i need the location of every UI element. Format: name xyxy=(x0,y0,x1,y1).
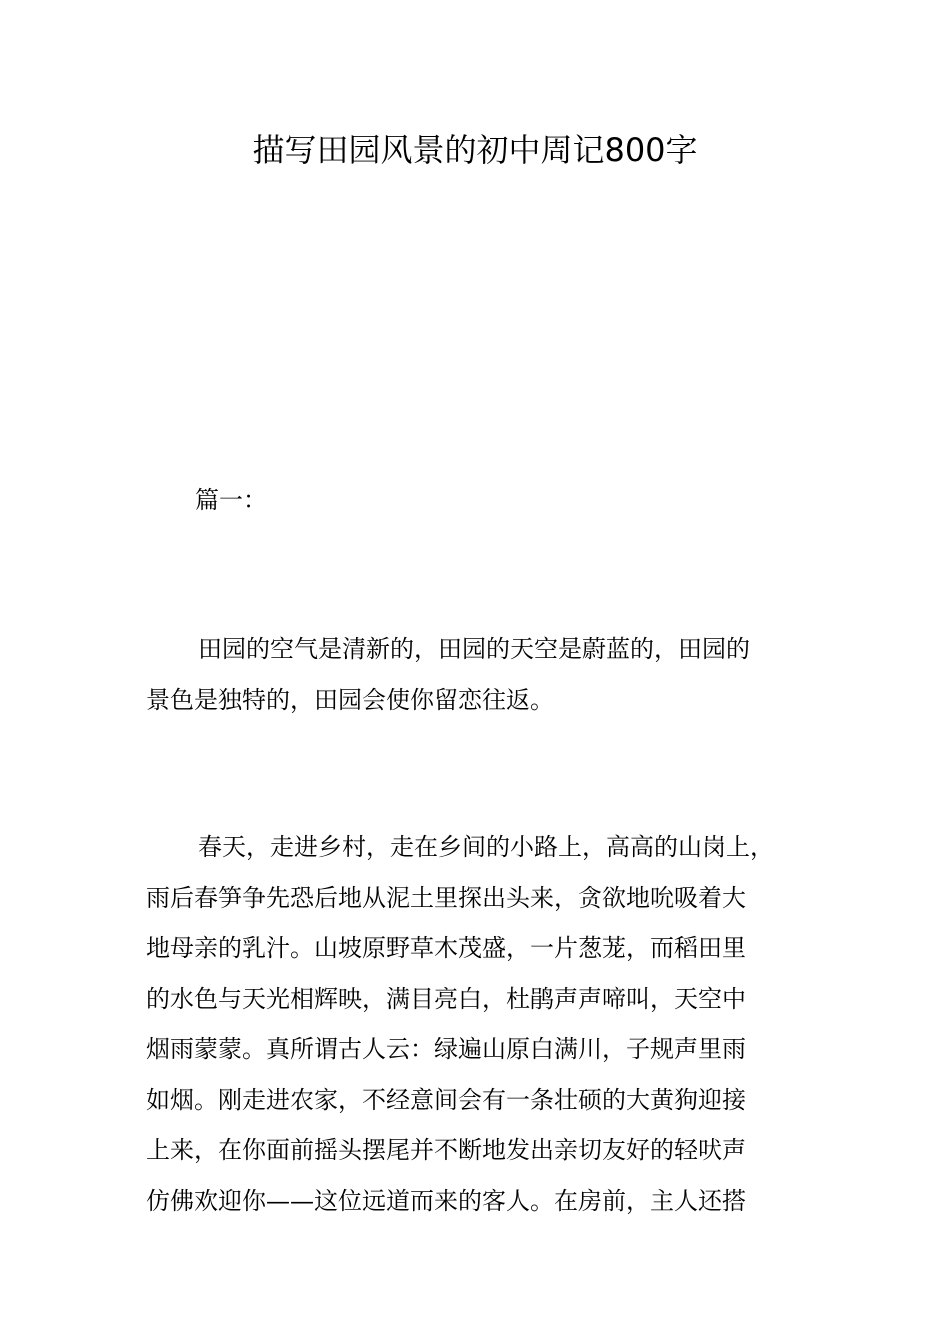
paragraph xyxy=(146,822,806,1226)
paragraph-line: 如烟。刚走进农家，不经意间会有一条壮硕的大黄狗迎接 xyxy=(146,1085,746,1114)
paragraph-line: 上来，在你面前摇头摆尾并不断地发出亲切友好的轻吠声 xyxy=(146,1136,746,1164)
document-title: 描写田园风景的初中周记800字 xyxy=(252,131,698,169)
paragraph-line: 仿佛欢迎你——这位远道而来的客人。在房前，主人还搭 xyxy=(146,1186,746,1215)
section-heading: 篇一： xyxy=(195,486,267,514)
paragraph-line: 春天，走进乡村，走在乡间的小路上，高高的山岗上， xyxy=(198,833,774,861)
paragraph-line: 地母亲的乳汁。山坡原野草木茂盛，一片葱茏，而稻田里 xyxy=(146,934,746,962)
paragraph-line: 景色是独特的，田园会使你留恋往返。 xyxy=(146,685,554,714)
paragraph-line: 的水色与天光相辉映，满目亮白，杜鹃声声啼叫，天空中 xyxy=(146,984,746,1013)
paragraph-line: 烟雨蒙蒙。真所谓古人云：绿遍山原白满川，子规声里雨 xyxy=(146,1035,746,1063)
paragraph xyxy=(146,624,806,725)
paragraph-line: 雨后春笋争先恐后地从泥土里探出头来，贪欲地吮吸着大 xyxy=(146,883,746,912)
paragraph-line: 田园的空气是清新的，田园的天空是蔚蓝的，田园的 xyxy=(198,635,750,663)
